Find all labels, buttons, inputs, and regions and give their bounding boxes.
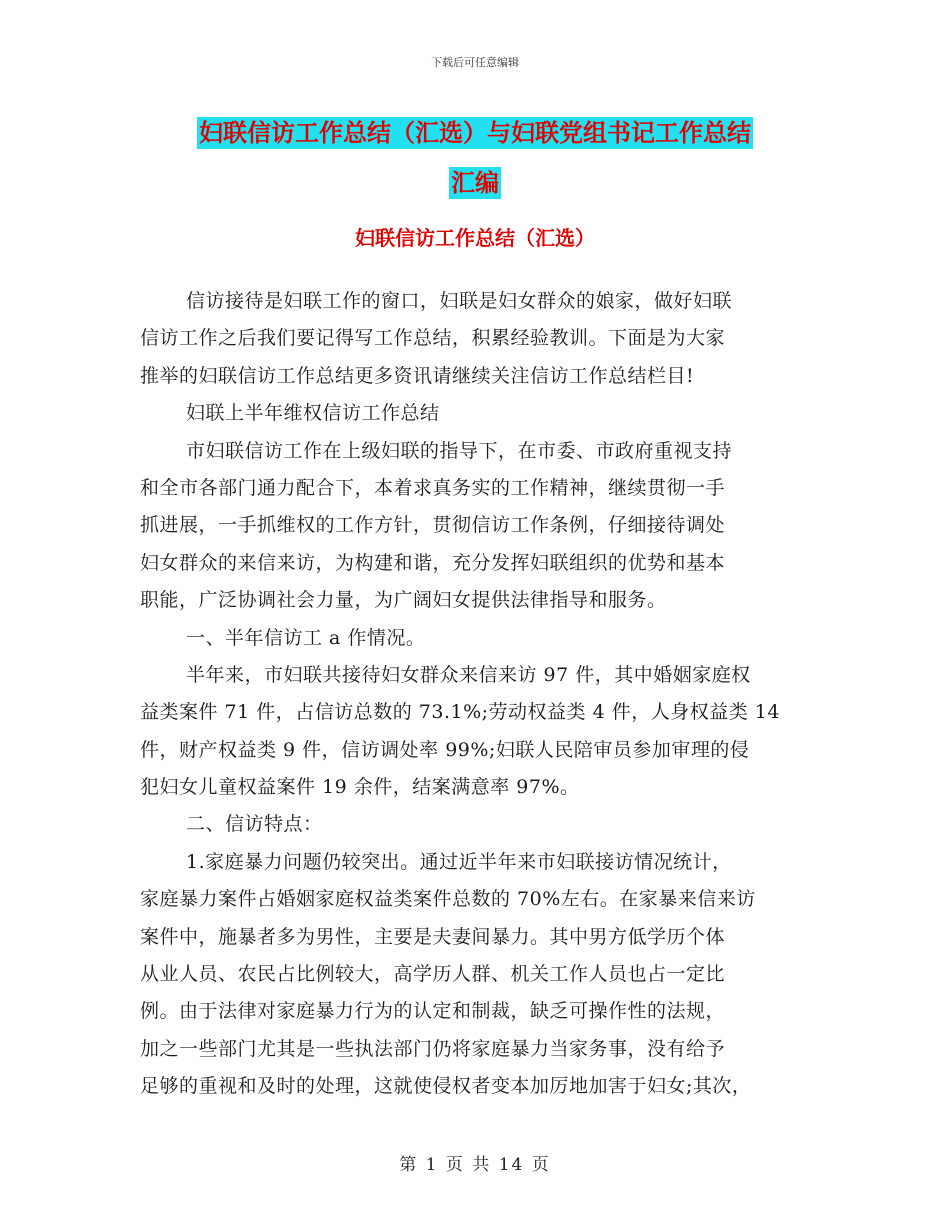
paragraph-line: 信访工作之后我们要记得写工作总结，积累经验教训。下面是为大家 xyxy=(140,327,726,350)
paragraph-line: 市妇联信访工作在上级妇联的指导下，在市委、市政府重视支持 xyxy=(186,439,733,462)
title-line-1-text: 妇联信访工作总结（汇选）与妇联党组书记工作总结 xyxy=(199,119,751,147)
paragraph-line: 职能，广泛协调社会力量，为广阔妇女提供法律指导和服务。 xyxy=(140,589,667,612)
subheading-line: 妇联上半年维权信访工作总结 xyxy=(186,402,440,425)
document-body xyxy=(140,283,820,1106)
paragraph-line: 妇女群众的来信来访，为构建和谐，充分发挥妇联组织的优势和基本 xyxy=(140,551,726,574)
paragraph-line: 半年来，市妇联共接待妇女群众来信来访 97 件，其中婚姻家庭权 xyxy=(186,663,751,686)
paragraph-line: 从业人员、农民占比例较大，高学历人群、机关工作人员也占一定比 xyxy=(140,963,726,986)
paragraph-line: 益类案件 71 件，占信访总数的 73.1%;劳动权益类 4 件，人身权益类 14 xyxy=(140,701,780,724)
title-line-2 xyxy=(0,158,950,208)
paragraph-line: 1.家庭暴力问题仍较突出。通过近半年来市妇联接访情况统计， xyxy=(186,850,732,873)
document-title xyxy=(0,108,950,208)
paragraph-line: 足够的重视和及时的处理，这就使侵权者变本加厉地加害于妇女;其次， xyxy=(140,1075,752,1098)
paragraph-line: 抓进展，一手抓维权的工作方针，贯彻信访工作条例，仔细接待调处 xyxy=(140,514,726,537)
paragraph-line: 犯妇女儿童权益案件 19 余件，结案满意率 97%。 xyxy=(140,776,580,799)
paragraph-line: 件，财产权益类 9 件，信访调处率 99%;妇联人民陪审员参加审理的侵 xyxy=(140,738,750,761)
subheading-line: 二、信访特点： xyxy=(186,813,323,836)
page-footer: 第 1 页 共 14 页 xyxy=(399,1155,551,1175)
title-line-1 xyxy=(0,108,950,158)
paragraph-line: 案件中，施暴者多为男性，主要是夫妻间暴力。其中男方低学历个体 xyxy=(140,925,726,948)
paragraph-line: 家庭暴力案件占婚姻家庭权益类案件总数的 70%左右。在家暴来信来访 xyxy=(140,888,756,911)
subheading-line: 一、半年信访工 a 作情况。 xyxy=(186,626,426,649)
page-header: 下载后可任意编辑 xyxy=(431,56,519,69)
paragraph-line: 例。由于法律对家庭暴力行为的认定和制裁，缺乏可操作性的法规， xyxy=(140,1000,726,1023)
section-title: 妇联信访工作总结（汇选） xyxy=(355,226,595,250)
title-line-2-text: 汇编 xyxy=(451,169,499,197)
paragraph-line: 和全市各部门通力配合下，本着求真务实的工作精神，继续贯彻一手 xyxy=(140,476,726,499)
paragraph-line: 加之一些部门尤其是一些执法部门仍将家庭暴力当家务事，没有给予 xyxy=(140,1037,726,1060)
paragraph-line: 推举的妇联信访工作总结更多资讯请继续关注信访工作总结栏目! xyxy=(140,364,695,387)
paragraph-line: 信访接待是妇联工作的窗口，妇联是妇女群众的娘家，做好妇联 xyxy=(186,290,733,312)
